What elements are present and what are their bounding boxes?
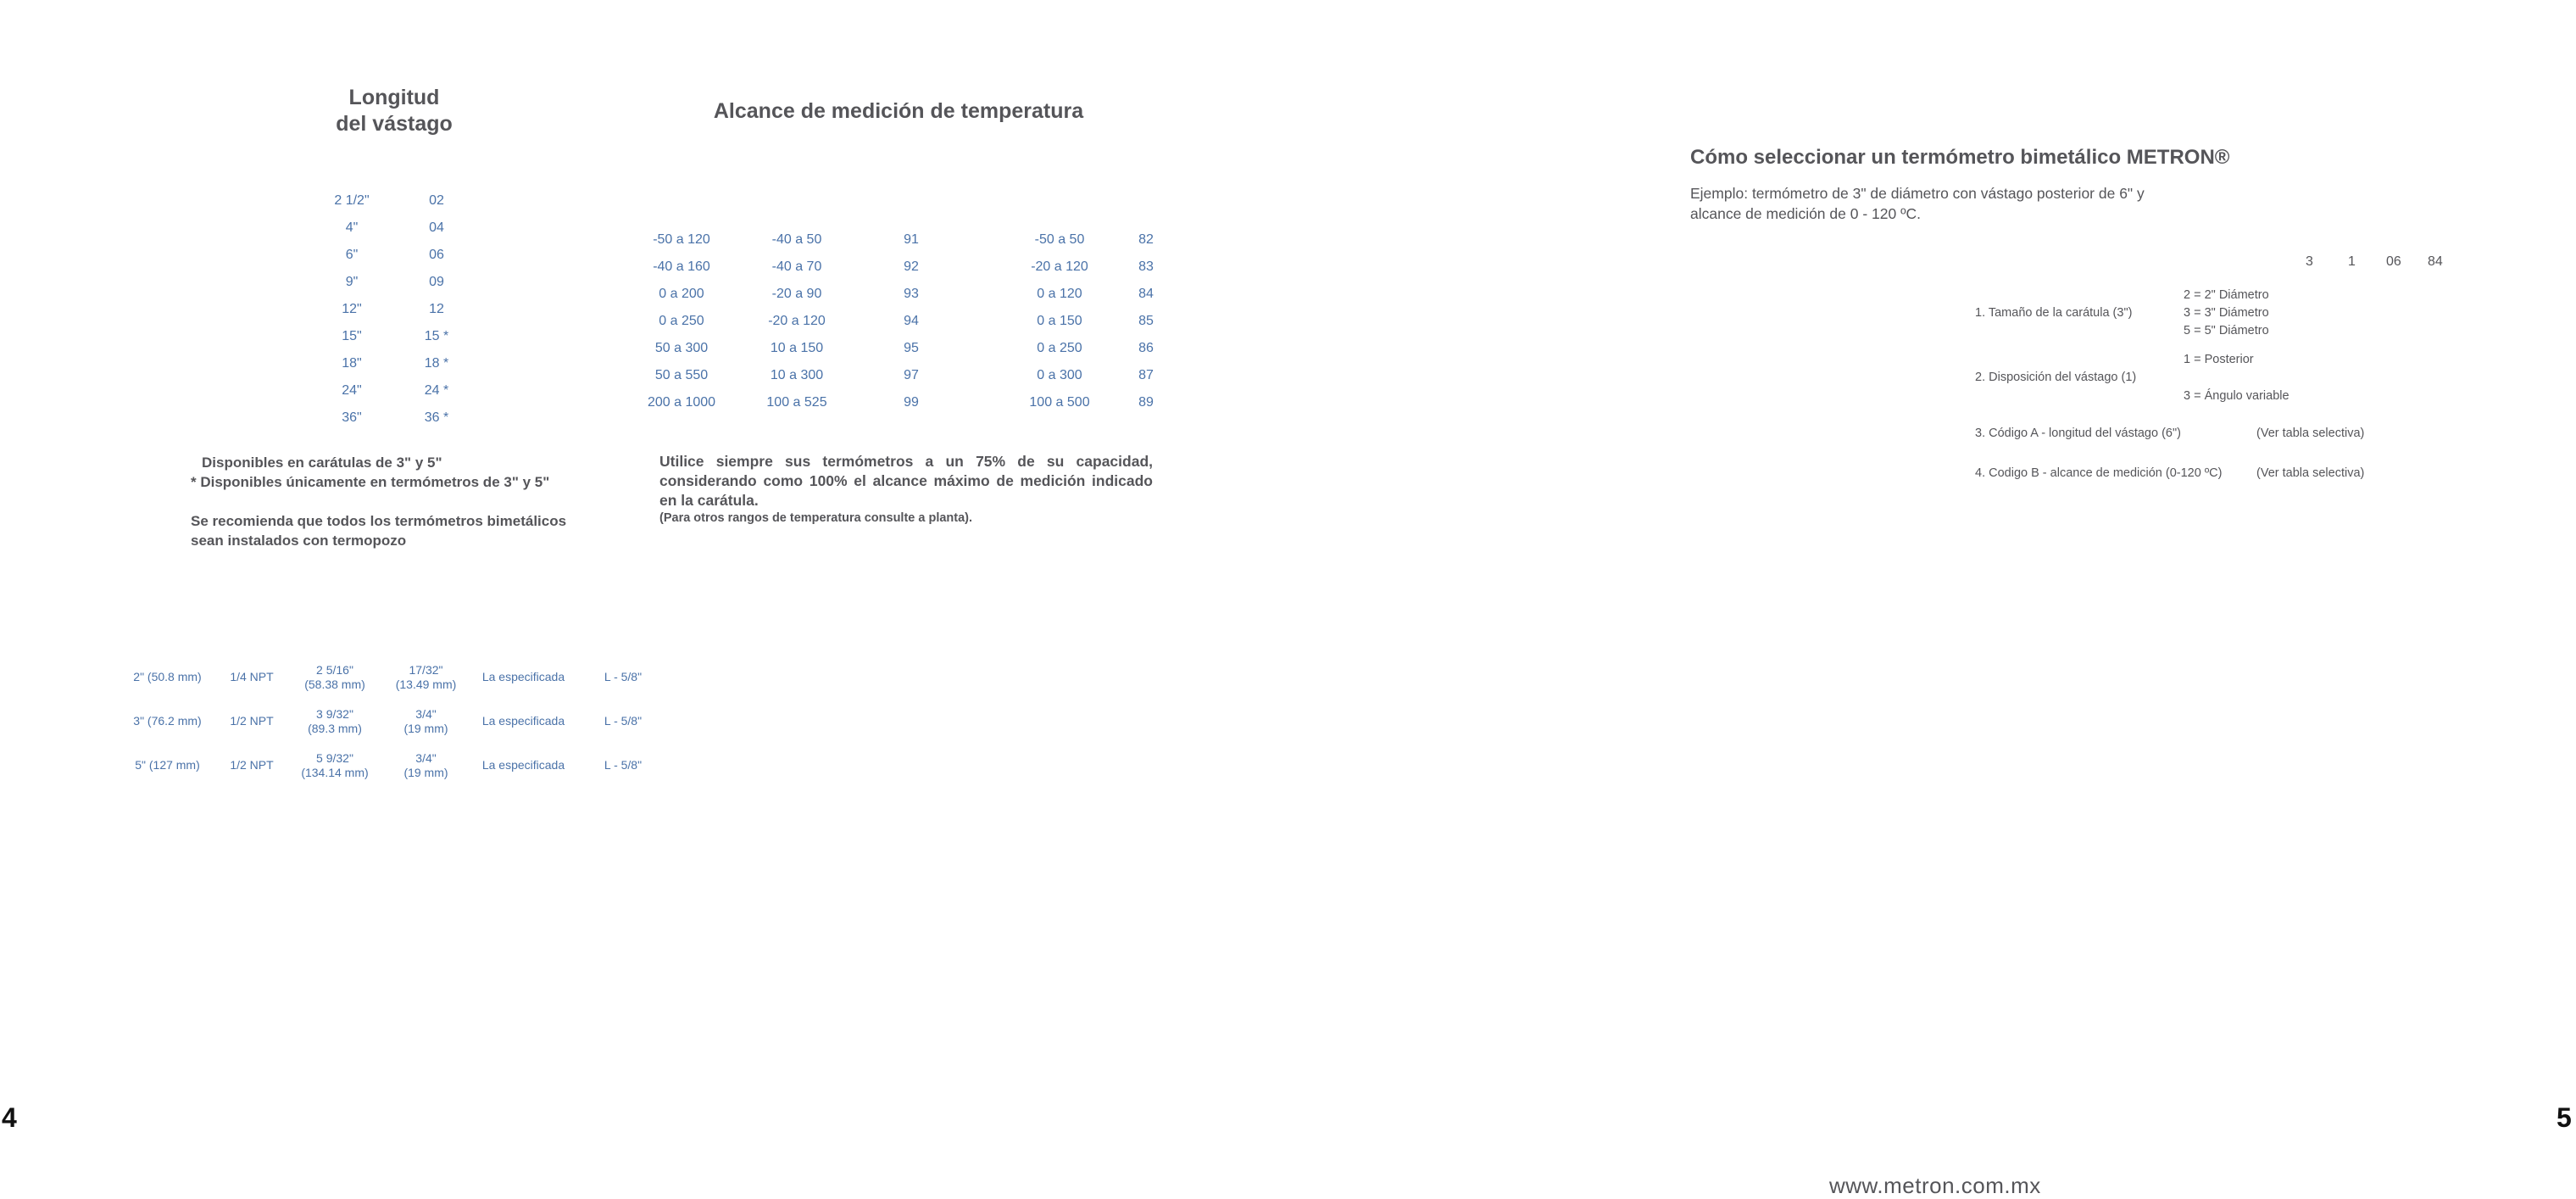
temperature-other-ranges-note: (Para otros rangos de temperatura consulte a planta). [659, 511, 973, 525]
stem-code-cell: 24 * [424, 383, 449, 398]
stem-code-cell: 06 [429, 248, 444, 262]
temp-range-cell: -20 a 120 [1031, 259, 1088, 274]
code-temperature-range: 84 [2428, 254, 2443, 269]
stem-length-cell: 4" [345, 220, 359, 235]
dim-a-inch: 3 9/32" [316, 707, 353, 721]
dim-dial-cell: 5" (127 mm) [135, 758, 200, 772]
temperature-title: Alcance de medición de temperatura [713, 99, 1084, 123]
temp-range-cell: -40 a 70 [771, 259, 822, 274]
dim-a-mm: (58.38 mm) [304, 678, 365, 691]
temp-code-cell: 95 [904, 341, 919, 355]
stem-length-title [305, 85, 483, 137]
temp-range-cell: -20 a 120 [768, 314, 826, 328]
selection-item-stem-length-ref: (Ver tabla selectiva) [2256, 427, 2365, 440]
dim-l-cell: L - 5/8" [604, 758, 643, 772]
temp-range-cell: 0 a 150 [1037, 314, 1082, 328]
temp-code-cell: 93 [904, 287, 919, 301]
temp-code-cell: 82 [1138, 232, 1154, 247]
selection-title: Cómo seleccionar un termómetro bimetálico METRON® [1690, 146, 2230, 169]
dim-b-mm: (19 mm) [403, 766, 448, 779]
temp-range-cell: 0 a 200 [659, 287, 704, 301]
temp-code-cell: 84 [1138, 287, 1154, 301]
website-url: www.metron.com.mx [1829, 1173, 2041, 1198]
selection-example [1690, 183, 2233, 224]
temp-range-cell: 0 a 120 [1037, 287, 1082, 301]
stem-length-cell: 9" [345, 275, 359, 289]
temp-range-cell: 100 a 500 [1029, 395, 1090, 410]
dim-a-inch: 2 5/16" [316, 663, 353, 677]
code-stem-position: 1 [2348, 254, 2356, 269]
page-number-right: 5 [2557, 1102, 2572, 1133]
stem-length-cell: 24" [342, 383, 362, 398]
temp-range-cell: 10 a 150 [770, 341, 824, 355]
temp-code-cell: 87 [1138, 368, 1154, 382]
dim-a-mm: (89.3 mm) [308, 722, 362, 735]
temp-code-cell: 91 [904, 232, 919, 247]
temp-code-cell: 97 [904, 368, 919, 382]
stem-code-cell: 04 [429, 220, 444, 235]
temp-range-cell: 0 a 250 [1037, 341, 1082, 355]
page-number-left: 4 [2, 1102, 17, 1133]
stem-note-available: Disponibles en carátulas de 3" y 5" [202, 455, 442, 471]
dim-length-cell: La especificada [481, 758, 565, 772]
stem-length-cell: 6" [345, 248, 359, 262]
temp-range-cell: -50 a 50 [1034, 232, 1085, 247]
dim-b-inch: 3/4" [415, 707, 437, 721]
dim-a-inch: 5 9/32" [316, 751, 353, 765]
stem-note-only: * Disponibles únicamente en termómetros de 3" y 5" [191, 474, 550, 490]
dim-dial-cell: 3" (76.2 mm) [133, 714, 202, 728]
dial-option: 5 = 5" Diámetro [2184, 324, 2269, 337]
temp-code-cell: 89 [1138, 395, 1154, 410]
dim-b-cell [386, 707, 466, 736]
temp-range-cell: 50 a 300 [654, 341, 709, 355]
dim-a-mm: (134.14 mm) [301, 766, 369, 779]
stem-length-cell: 18" [342, 356, 362, 371]
dim-b-cell [386, 663, 466, 692]
selection-example-line2: alcance de medición de 0 - 120 ºC. [1690, 205, 1921, 222]
dim-a-cell [288, 663, 381, 692]
temp-range-cell: 10 a 300 [770, 368, 824, 382]
temp-range-cell: 0 a 300 [1037, 368, 1082, 382]
temp-code-cell: 99 [904, 395, 919, 410]
dim-thread-cell: 1/2 NPT [230, 714, 274, 728]
temp-range-cell: -50 a 120 [653, 232, 710, 247]
dim-thread-cell: 1/2 NPT [230, 758, 274, 772]
dim-l-cell: L - 5/8" [604, 670, 643, 683]
stem-code-cell: 36 * [424, 410, 449, 425]
temp-code-cell: 92 [904, 259, 919, 274]
temp-code-cell: 85 [1138, 314, 1154, 328]
stem-length-cell: 36" [342, 410, 362, 425]
stem-code-cell: 12 [429, 302, 444, 316]
code-stem-length: 06 [2386, 254, 2401, 269]
stem-code-cell: 09 [429, 275, 444, 289]
selection-item-temp-range-ref: (Ver tabla selectiva) [2256, 466, 2365, 480]
temp-code-cell: 83 [1138, 259, 1154, 274]
dial-option: 3 = 3" Diámetro [2184, 306, 2269, 320]
dim-b-mm: (13.49 mm) [395, 678, 457, 691]
stem-code-cell: 15 * [424, 329, 449, 343]
temp-code-cell: 94 [904, 314, 919, 328]
dim-a-cell [288, 751, 381, 780]
stem-length-cell: 2 1/2" [334, 193, 370, 208]
stem-note-recommend-line2: sean instalados con termopozo [191, 533, 407, 549]
stem-note-recommend [191, 511, 566, 550]
code-dial: 3 [2306, 254, 2313, 269]
selection-item-dial-size: 1. Tamaño de la carátula (3") [1975, 306, 2133, 320]
dim-length-cell: La especificada [481, 670, 565, 683]
temp-range-cell: -40 a 160 [653, 259, 710, 274]
dim-b-inch: 3/4" [415, 751, 437, 765]
selection-item-stem-position: 2. Disposición del vástago (1) [1975, 371, 2137, 384]
stem-title-line2: del vástago [336, 112, 453, 136]
temp-code-cell: 86 [1138, 341, 1154, 355]
temperature-usage-note: Utilice siempre sus termómetros a un 75% de su capacidad, considerando como 100% el alcance máximo de medición indicado en la carátula. [659, 453, 1153, 509]
selection-item-temp-range: 4. Codigo B - alcance de medición (0-120 ºC) [1975, 466, 2223, 480]
temp-range-cell: 0 a 250 [659, 314, 704, 328]
temp-range-cell: 100 a 525 [766, 395, 827, 410]
stem-code-cell: 02 [429, 193, 444, 208]
temp-range-cell: 200 a 1000 [647, 395, 716, 410]
temp-range-cell: -40 a 50 [771, 232, 822, 247]
dim-b-mm: (19 mm) [403, 722, 448, 735]
temp-range-cell: 50 a 550 [654, 368, 709, 382]
stem-title-line1: Longitud [348, 86, 440, 109]
stem-note-recommend-line1: Se recomienda que todos los termómetros bimetálicos [191, 513, 567, 529]
dim-l-cell: L - 5/8" [604, 714, 643, 728]
dial-option: 2 = 2" Diámetro [2184, 288, 2269, 302]
selection-item-stem-length: 3. Código A - longitud del vástago (6") [1975, 427, 2181, 440]
stem-code-cell: 18 * [424, 356, 449, 371]
dim-b-cell [386, 751, 466, 780]
dim-thread-cell: 1/4 NPT [230, 670, 274, 683]
stem-length-cell: 15" [342, 329, 362, 343]
dim-dial-cell: 2" (50.8 mm) [133, 670, 202, 683]
dim-b-inch: 17/32" [409, 663, 443, 677]
temp-range-cell: -20 a 90 [771, 287, 822, 301]
selection-example-line1: Ejemplo: termómetro de 3" de diámetro con vástago posterior de 6" y [1690, 185, 2145, 202]
stem-position-option: 1 = Posterior [2184, 353, 2254, 366]
stem-length-cell: 12" [342, 302, 362, 316]
dim-a-cell [288, 707, 381, 736]
stem-position-option: 3 = Ángulo variable [2184, 389, 2289, 403]
dim-length-cell: La especificada [481, 714, 565, 728]
